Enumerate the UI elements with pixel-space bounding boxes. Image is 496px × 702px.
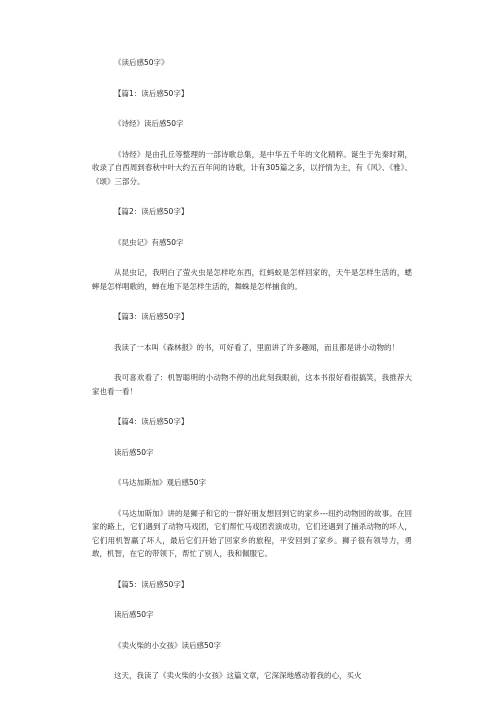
- section-1-heading: 【篇1：读后感50字】: [114, 88, 189, 98]
- section-3-heading: 【篇3：读后感50字】: [114, 312, 189, 321]
- section-2-title: 《昆虫记》有感50字: [114, 237, 184, 247]
- section-3-body-1: 我读了一本叫《森林报》的书，可好看了，里面讲了许多趣闻，而且都是讲小动物的！: [114, 342, 399, 352]
- document-title: 《读后感50字》: [114, 58, 169, 67]
- section-1-title: 《诗经》读后感50字: [114, 119, 184, 128]
- section-2-body: 从昆虫记，我明白了萤火虫是怎样吃东西，红蚂蚁是怎样回家的，天牛是怎样生活的，蟋蟀是怎样唱歌的，蝉在地下是怎样生活的，舞蛛是怎样捕食的。: [92, 268, 412, 291]
- section-4-heading: 【篇4：读后感50字】: [114, 417, 189, 426]
- section-4-title: 《马达加斯加》观后感50字: [114, 478, 207, 487]
- section-5-subtitle: 读后感50字: [114, 610, 154, 619]
- section-1-body: 《诗经》是由孔丘等整理的一部诗歌总集，是中华五千年的文化精粹。诞生于先秦时期，收录了自西周到春秋中叶大约五百年间的诗歌，计有305篇之多，以抒情为主，有《风》、《雅》、《颂》三部分。: [92, 149, 412, 186]
- section-5-heading: 【篇5：读后感50字】: [114, 579, 189, 589]
- section-5-title: 《卖火柴的小女孩》读后感50字: [114, 640, 222, 650]
- section-4-subtitle: 读后感50字: [114, 447, 154, 457]
- section-3-body-2: 我可喜欢看了：机智聪明的小动物不停的出此刻我眼前，这本书很好看很搞笑，我推荐大家也看一看！: [92, 373, 412, 396]
- section-5-body: 这天，我读了《卖火柴的小女孩》这篇文章，它深深地感动着我的心，买火: [114, 671, 362, 680]
- section-2-heading: 【篇2：读后感50字】: [114, 207, 189, 216]
- section-4-body: 《马达加斯加》讲的是狮子和它的一群好朋友想回到它的家乡---纽约动物园的故事。在回家的路上，它们遇到了动物马戏团，它们帮忙马戏团表演成功，它们还遇到了捕杀动物的坏人，它们用机智赢了坏人，最后它们开始了回家乡的旅程，平安回到了家乡。狮子很有领导力，勇敢，机智，在它的带领下，帮忙了别人，我和佩服它。: [92, 508, 412, 558]
- document-page: [92, 56, 412, 683]
